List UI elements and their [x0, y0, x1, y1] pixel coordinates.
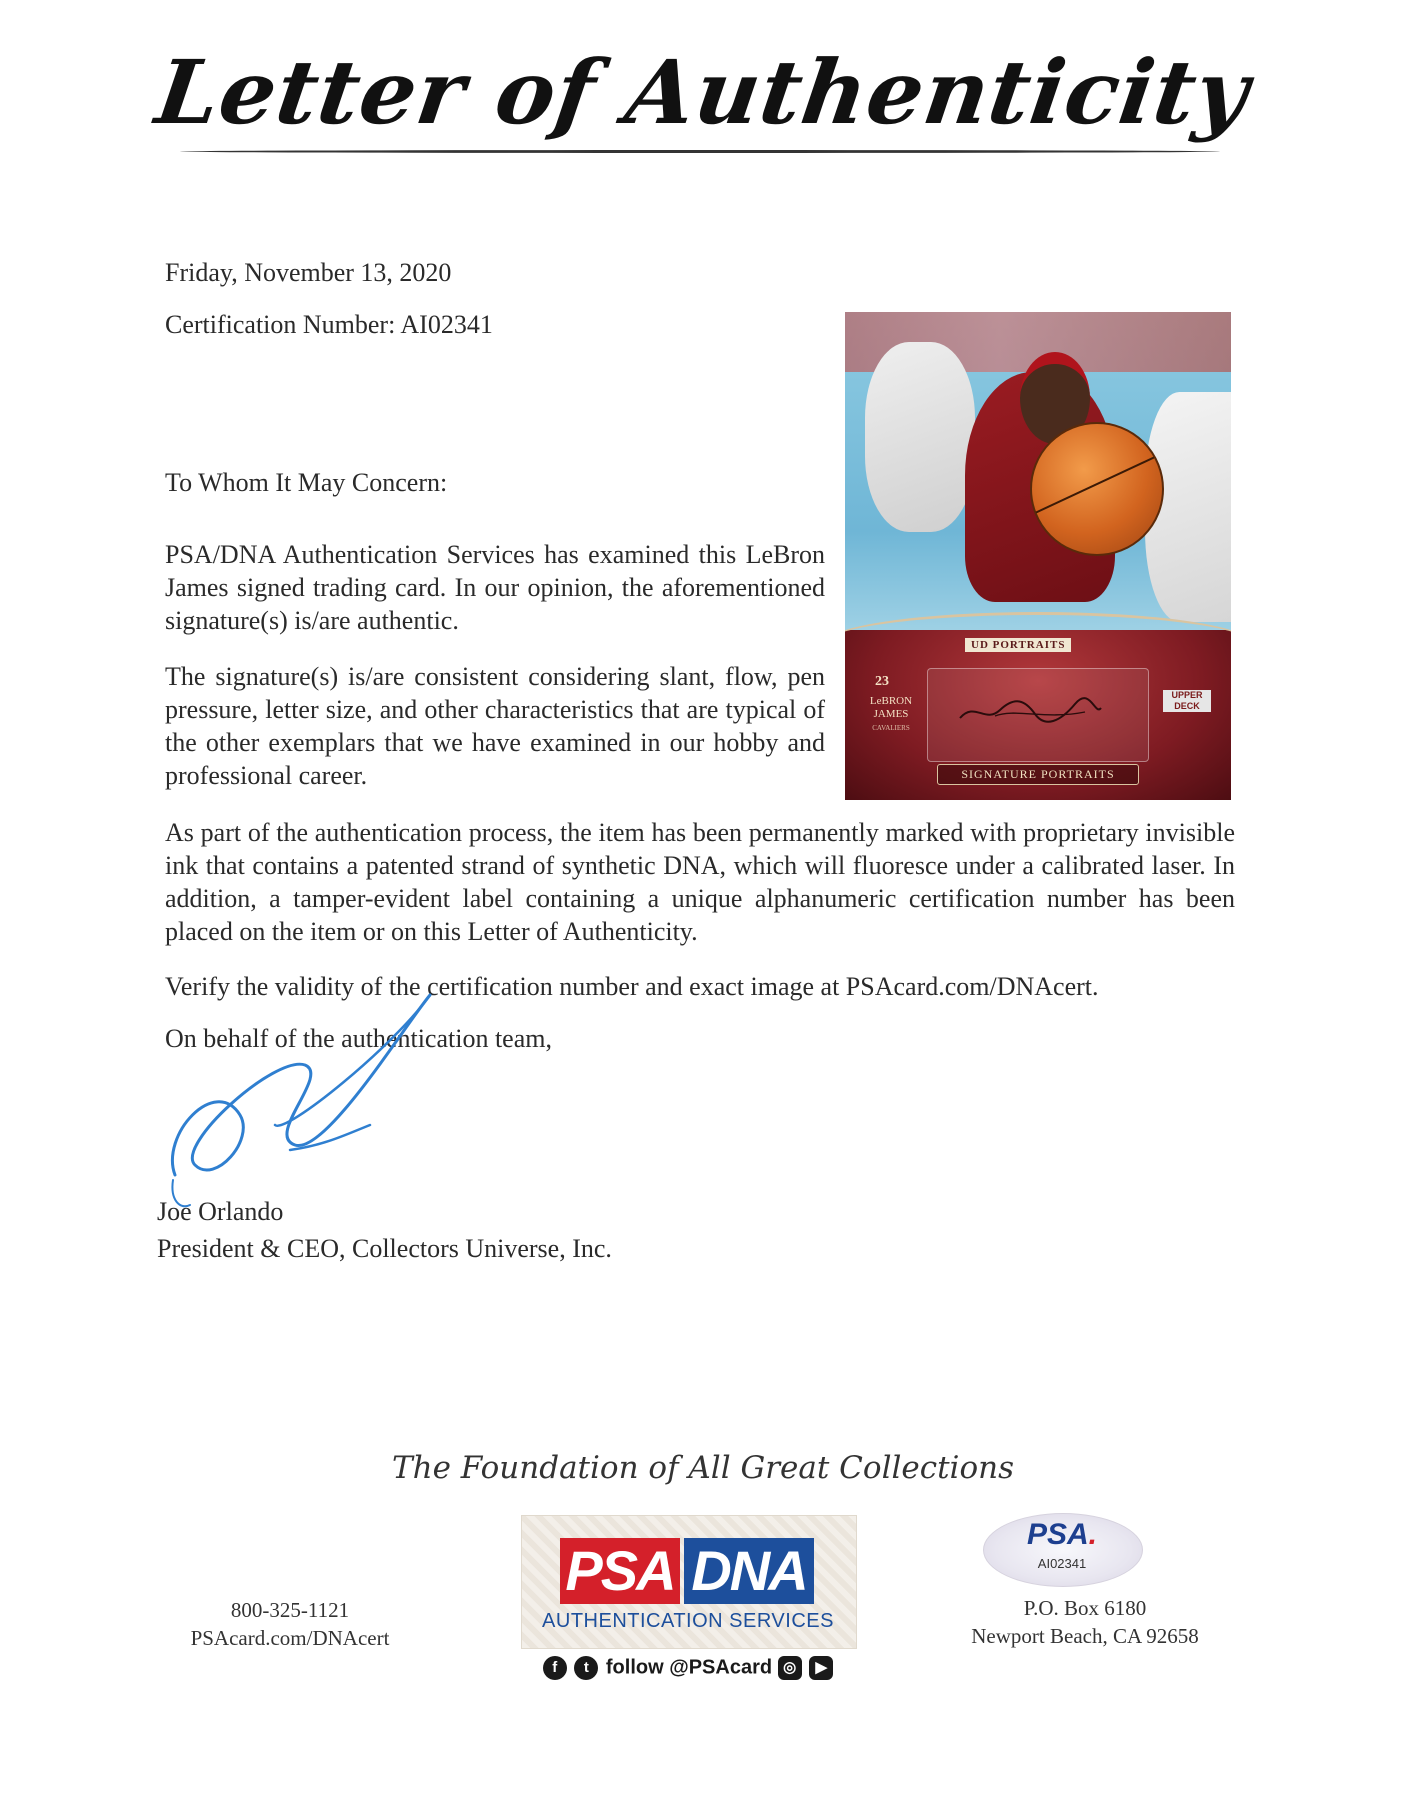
paragraph-examination: PSA/DNA Authentication Services has examined this LeBron James signed trading card. In our opinion, the aforementioned signature(s) is/are authentic. [165, 540, 825, 635]
set-name-tag: SIGNATURE PORTRAITS [937, 764, 1139, 785]
letter-date: Friday, November 13, 2020 [165, 258, 452, 287]
brand-logo: UPPER DECK [1163, 690, 1211, 712]
player-name [867, 695, 915, 735]
contact-block [165, 1596, 415, 1652]
sticker-brand-text: PSA [1026, 1518, 1089, 1551]
paragraph-consistency: The signature(s) is/are consistent considering slant, flow, pen pressure, letter size, and other characteristics that are typical of the other exemplars that we have examined in our hobby and professional career. [165, 662, 825, 790]
facebook-icon[interactable]: f [543, 1656, 567, 1680]
social-follow [522, 1656, 856, 1680]
series-tag: UD PORTRAITS [965, 638, 1071, 652]
paragraph-verify: Verify the validity of the certification number and exact image at PSAcard.com/DNAcert. [165, 972, 1099, 1001]
defender-figure [865, 342, 975, 532]
greeting: To Whom It May Concern: [165, 468, 448, 497]
letter-title: Letter of Authenticity [150, 40, 1256, 144]
twitter-icon[interactable]: t [574, 1656, 598, 1680]
social-handle[interactable]: follow @PSAcard [605, 1656, 773, 1679]
signer-title: President & CEO, Collectors Universe, Inc. [157, 1234, 612, 1263]
sticker-brand: PSA. [1026, 1518, 1098, 1551]
signer-name: Joe Orlando [157, 1197, 284, 1226]
player-first-name: LeBRON [869, 695, 913, 707]
card-autograph [955, 696, 1105, 726]
psa-logo: PSA [560, 1538, 680, 1604]
address-line-2: Newport Beach, CA 92658 [971, 1624, 1199, 1648]
instagram-icon[interactable]: ◎ [778, 1656, 802, 1680]
paragraph-dna-process: As part of the authentication process, the item has been permanently marked with proprietary invisible ink that contains a patented strand of synthetic DNA, which will fluoresce under a calibrated laser. In addition, a tamper-evident label containing a unique alphanumeric certification number has been placed on the item or on this Letter of Authenticity. [165, 818, 1235, 946]
website-link[interactable]: PSAcard.com/DNAcert [190, 1626, 390, 1650]
trading-card-image [845, 312, 1231, 800]
title-flourish [180, 150, 1220, 153]
basketball [1030, 422, 1164, 556]
address-line-1: P.O. Box 6180 [1023, 1596, 1147, 1620]
mailing-address [935, 1594, 1235, 1650]
team-name: CAVALIERS [872, 724, 910, 732]
sticker-cert-number: AI02341 [1037, 1556, 1087, 1571]
player-last-name: JAMES [873, 708, 909, 720]
phone-number: 800-325-1121 [230, 1598, 350, 1622]
company-tagline: The Foundation of All Great Collections [391, 1450, 1015, 1486]
ceo-signature [155, 985, 485, 1215]
certification-number: Certification Number: AI02341 [165, 310, 493, 339]
dna-logo: DNA [684, 1538, 814, 1604]
closing-line: On behalf of the authentication team, [165, 1024, 552, 1053]
youtube-icon[interactable]: ▶ [809, 1656, 833, 1680]
authentication-services-label: AUTHENTICATION SERVICES [542, 1610, 834, 1632]
jersey-number: 23 [875, 674, 889, 689]
